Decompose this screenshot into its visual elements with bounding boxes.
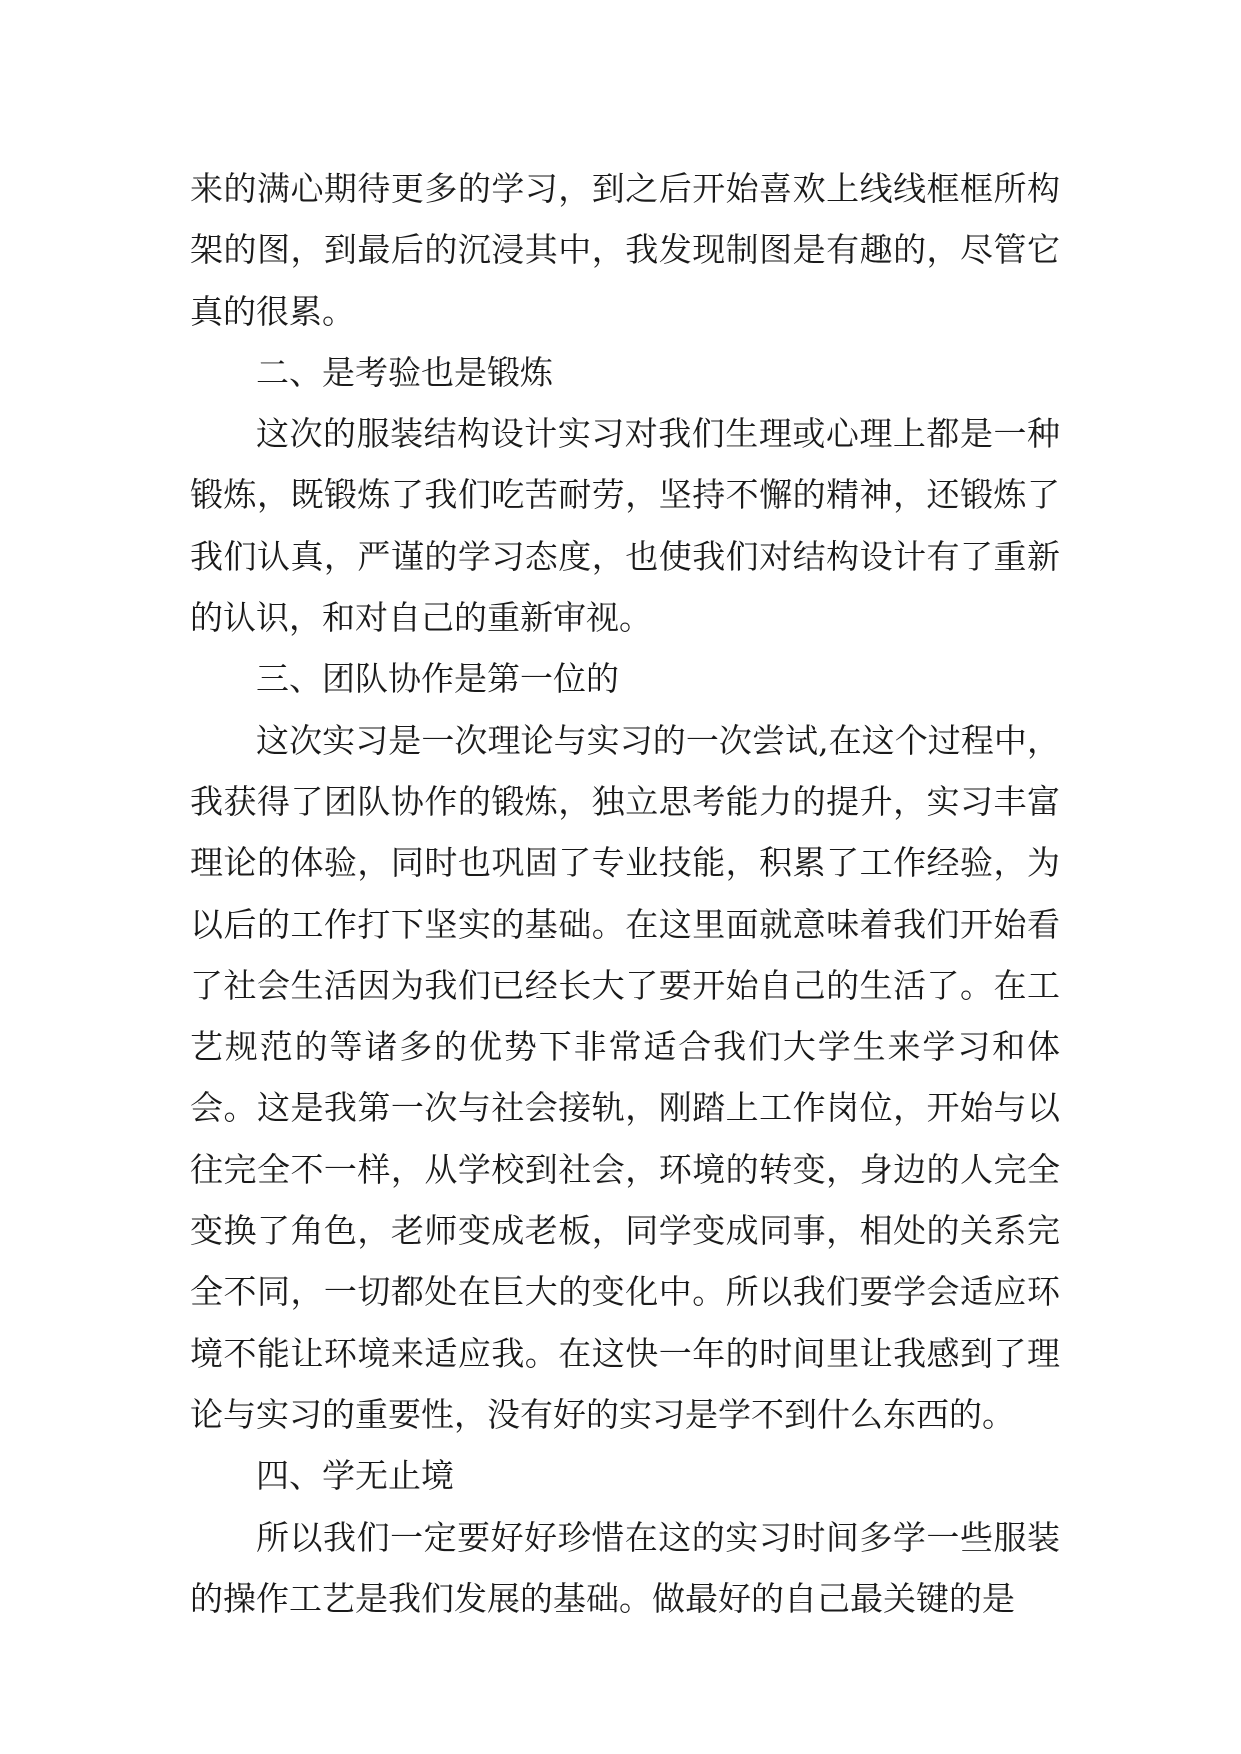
paragraph-section-3: 这次实习是一次理论与实习的一次尝试,在这个过程中，我获得了团队协作的锻炼，独立思考能力的提升，实习丰富理论的体验，同时也巩固了专业技能，积累了工作经验，为以后的工作打下坚实的基础。在这里面就意味着我们开始看了社会生活因为我们已经长大了要开始自己的生活了。在工艺规范的等诸多的优势下非常适合我们大学生来学习和体会。这是我第一次与社会接轨，刚踏上工作岗位，开始与以往完全不一样，从学校到社会，环境的转变，身边的人完全变换了角色，老师变成老板，同学变成同事，相处的关系完全不同，一切都处在巨大的变化中。所以我们要学会适应环境不能让环境来适应我。在这快一年的时间里让我感到了理论与实习的重要性，没有好的实习是学不到什么东西的。 [190, 720, 1060, 1434]
paragraph-continuation: 来的满心期待更多的学习，到之后开始喜欢上线线框框所构架的图，到最后的沉浸其中，我发现制图是有趣的，尽管它真的很累。 [190, 169, 1060, 331]
paragraph-section-2: 这次的服装结构设计实习对我们生理或心理上都是一种锻炼，既锻炼了我们吃苦耐劳，坚持不懈的精神，还锻炼了我们认真，严谨的学习态度，也使我们对结构设计有了重新的认识，和对自己的重新审视。 [190, 414, 1060, 638]
document-body [190, 158, 1060, 1629]
paragraph-section-4: 所以我们一定要好好珍惜在这的实习时间多学一些服装的操作工艺是我们发展的基础。做最好的自己最关键的是 [190, 1517, 1060, 1618]
section-heading-4: 四、学无止境 [256, 1456, 454, 1496]
section-heading-2: 二、是考验也是锻炼 [256, 352, 553, 392]
section-heading-3: 三、团队协作是第一位的 [256, 659, 619, 699]
